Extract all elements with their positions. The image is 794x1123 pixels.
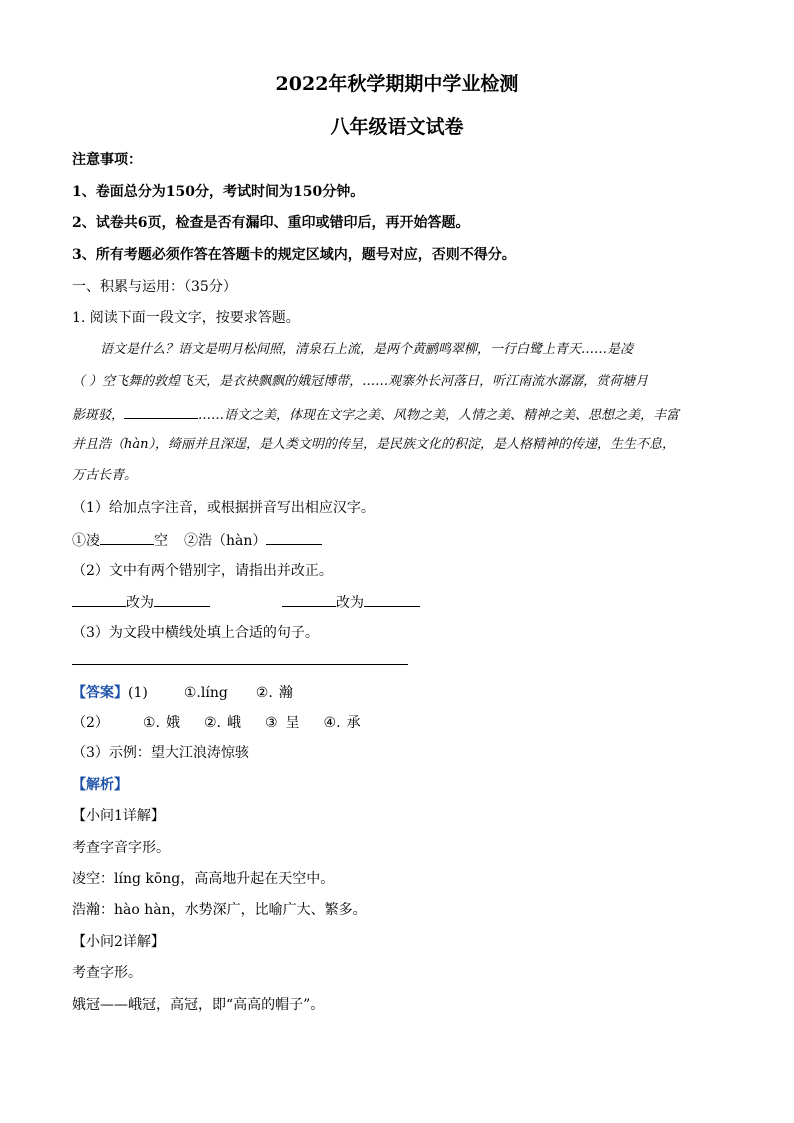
blank-b bbox=[266, 530, 322, 545]
analysis-sub1-line-3: 浩瀚：hào hàn，水势深广，比喻广大、繁多。 bbox=[72, 902, 367, 918]
sub-question-2-blanks bbox=[72, 592, 210, 612]
question-stem: 1. 阅读下面一段文字，按要求答题。 bbox=[72, 310, 300, 326]
section-heading: 一、积累与运用：（35分） bbox=[72, 279, 237, 295]
answer-line-3: （3）示例：望大江浪涛惊骇 bbox=[72, 745, 249, 761]
answer-1-prefix: (1) bbox=[128, 685, 148, 701]
blank-a-prefix: ①凌 bbox=[72, 533, 100, 549]
answer-2-prefix: （2） bbox=[72, 715, 109, 731]
answer-2-num-1: ①. bbox=[142, 715, 160, 731]
notice-heading: 注意事项： bbox=[72, 152, 142, 168]
change-to-label-2: 改为 bbox=[336, 595, 364, 611]
passage-line-3-start: 影斑驳， bbox=[72, 408, 125, 423]
answer-1-val-1: líng bbox=[200, 685, 228, 701]
change-to-label-1: 改为 bbox=[126, 595, 154, 611]
passage-line-5: 万古长青。 bbox=[72, 468, 138, 483]
page-title: 2022年秋学期期中学业检测 bbox=[275, 73, 519, 95]
answer-2-num-2: ②. bbox=[203, 715, 221, 731]
sub-question-1-blanks bbox=[72, 530, 322, 550]
answer-label: 【答案】 bbox=[72, 685, 128, 701]
passage-line-1: 语文是什么？语文是明月松间照，清泉石上流，是两个黄鹂鸣翠柳，一行白鹭上青天……是凌 bbox=[100, 342, 634, 357]
blank-a-suffix: 空 bbox=[154, 533, 168, 549]
passage-line-2: （ ）空飞舞的敦煌飞天，是衣袂飘飘的娥冠博带，……观寨外长河落日，听江南流水潺潺，赏荷塘月 bbox=[72, 374, 649, 389]
answer-2-num-3: ③ bbox=[264, 715, 278, 731]
analysis-sub1-heading: 【小问1详解】 bbox=[72, 808, 165, 824]
notice-item-2: 2、试卷共6页，检查是否有漏印、重印或错印后，再开始答题。 bbox=[72, 215, 470, 231]
answer-2-num-4: ④. bbox=[323, 715, 341, 731]
passage-line-3 bbox=[72, 404, 679, 425]
passage-line-3-end: ……语文之美，体现在文字之美、风物之美，人情之美、精神之美、思想之美，丰富 bbox=[198, 408, 680, 423]
analysis-sub1-line-1: 考查字音字形。 bbox=[72, 840, 170, 856]
blank-a bbox=[100, 530, 154, 545]
sub-question-1: （1）给加点字注音，或根据拼音写出相应汉字。 bbox=[72, 500, 375, 516]
blank-b-prefix: ②浩（hàn） bbox=[184, 533, 267, 549]
correct-char-2-blank bbox=[364, 592, 420, 607]
sub-question-2-blanks-2 bbox=[282, 592, 420, 612]
sub-question-2: （2）文中有两个错别字，请指出并改正。 bbox=[72, 563, 333, 579]
answer-2-val-3: 呈 bbox=[285, 715, 300, 731]
answer-line-1 bbox=[72, 684, 293, 702]
analysis-label: 【解析】 bbox=[72, 777, 128, 793]
answer-2-val-4: 承 bbox=[346, 715, 361, 731]
passage-fill-blank bbox=[124, 404, 198, 419]
answer-line bbox=[72, 664, 408, 665]
notice-item-1: 1、卷面总分为150分，考试时间为150分钟。 bbox=[72, 184, 365, 200]
answer-1-val-2: 瀚 bbox=[278, 685, 293, 701]
analysis-sub2-heading: 【小问2详解】 bbox=[72, 934, 165, 950]
answer-2-val-1: 娥 bbox=[165, 715, 180, 731]
passage-line-4: 并且浩（hàn），绮丽并且深逞，是人类文明的传呈，是民族文化的积淀，是人格精神的传递，生生不息， bbox=[72, 437, 675, 452]
analysis-sub2-line-2: 娥冠——峨冠，高冠，即“高高的帽子”。 bbox=[72, 997, 325, 1013]
answer-line-2 bbox=[72, 714, 361, 732]
page-subtitle: 八年级语文试卷 bbox=[330, 116, 464, 138]
notice-item-3: 3、所有考题必须作答在答题卡的规定区域内，题号对应，否则不得分。 bbox=[72, 247, 516, 263]
analysis-sub1-line-2: 凌空：líng kōng，高高地升起在天空中。 bbox=[72, 871, 335, 887]
correct-char-1-blank bbox=[154, 592, 210, 607]
answer-1-num-1: ①. bbox=[183, 685, 201, 701]
sub-question-3: （3）为文段中横线处填上合适的句子。 bbox=[72, 625, 319, 641]
wrong-char-2-blank bbox=[282, 592, 336, 607]
answer-2-val-2: 峨 bbox=[226, 715, 241, 731]
wrong-char-1-blank bbox=[72, 592, 126, 607]
answer-1-num-2: ②. bbox=[255, 685, 273, 701]
analysis-sub2-line-1: 考查字形。 bbox=[72, 965, 142, 981]
